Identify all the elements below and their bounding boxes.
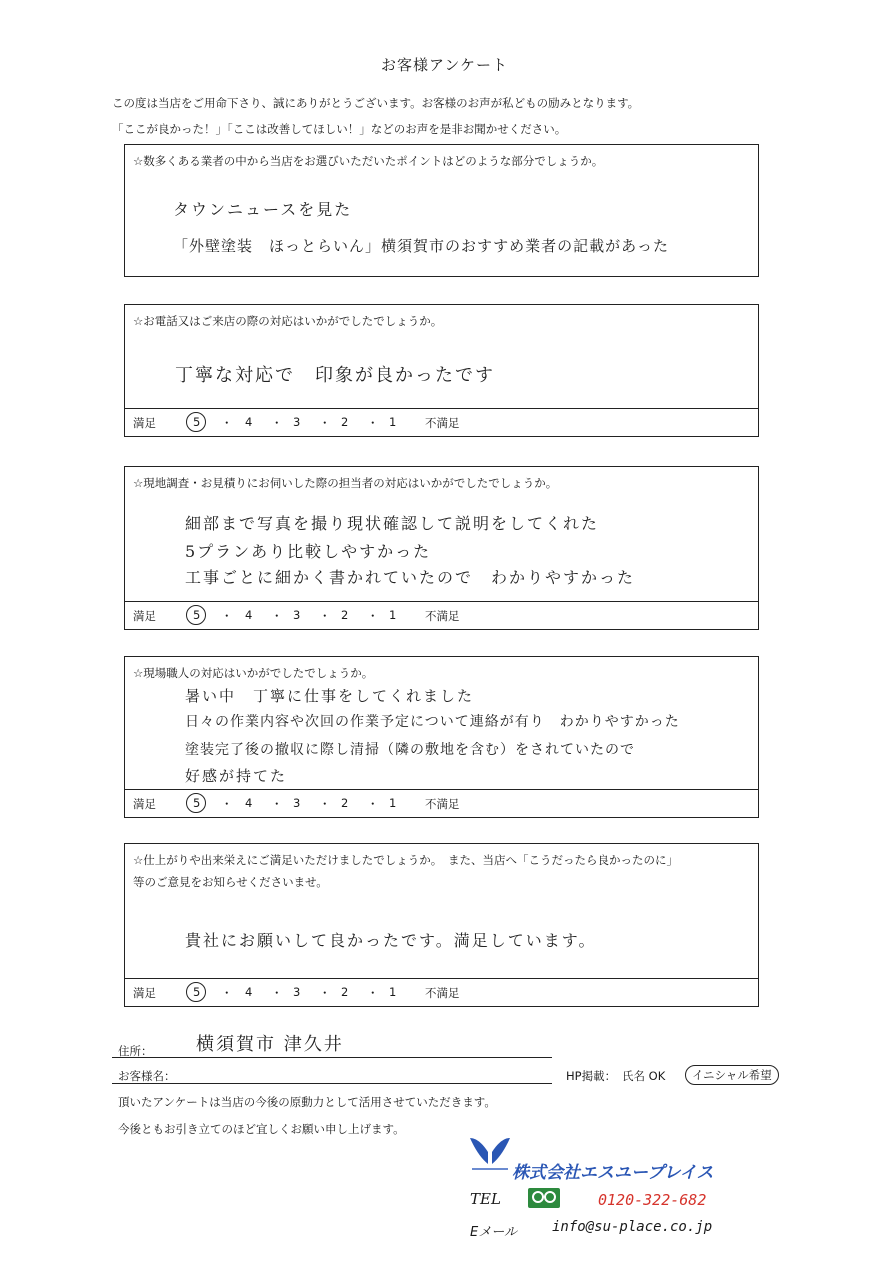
address-label: 住所： [118, 1044, 153, 1058]
name-underline [112, 1083, 552, 1084]
question-text: ☆お電話又はご来店の際の対応はいかがでしたでしょうか。 [133, 314, 443, 328]
rating-dot: ・ [367, 797, 379, 811]
customer-name-label: お客様名： [118, 1069, 176, 1083]
handwritten-answer: 5プランあり比較しやすかった [185, 542, 432, 561]
rating-5: 5 [193, 415, 201, 429]
rating-dot: ・ [221, 797, 233, 811]
question-text: ☆数多くある業者の中から当店をお選びいただいたポイントはどのような部分でしょうか。 [133, 154, 604, 168]
rating-3: 3 [293, 796, 301, 810]
tel-label: TEL [470, 1190, 501, 1208]
hp-option-name-ok: 氏名 OK [622, 1069, 666, 1083]
handwritten-answer: 丁寧な対応で 印象が良かったです [175, 365, 495, 386]
rating-4: 4 [245, 415, 253, 429]
rating-row [125, 789, 758, 817]
rating-5: 5 [193, 985, 201, 999]
company-logo-icon [468, 1134, 512, 1176]
rating-dot: ・ [271, 797, 283, 811]
note-line-2: 今後ともお引き立てのほど宜しくお願い申し上げます。 [118, 1122, 405, 1136]
rating-low-label: 不満足 [425, 416, 460, 430]
handwritten-answer: 塗装完了後の撤収に際し清掃（隣の敷地を含む）をされていたので [185, 742, 635, 758]
page-title: お客様アンケート [380, 56, 509, 74]
rating-3: 3 [293, 415, 301, 429]
rating-1: 1 [389, 985, 397, 999]
intro-line-2: 「ここが良かった！」「ここは改善してほしい！」などのお声を是非お聞かせください。 [112, 122, 567, 136]
rating-dot: ・ [271, 986, 283, 1000]
question-text: ☆現場職人の対応はいかがでしたでしょうか。 [133, 666, 374, 680]
tel-number: 0120-322-682 [598, 1191, 707, 1209]
rating-dot: ・ [271, 416, 283, 430]
rating-2: 2 [341, 608, 349, 622]
handwritten-answer: タウンニュースを見た [173, 200, 353, 219]
rating-row [125, 601, 758, 629]
rating-row [125, 978, 758, 1006]
rating-dot: ・ [319, 609, 331, 623]
rating-dot: ・ [271, 609, 283, 623]
rating-5: 5 [193, 796, 201, 810]
rating-5: 5 [193, 608, 201, 622]
question-box-1 [124, 144, 759, 277]
rating-4: 4 [245, 985, 253, 999]
email-label: Eメール [470, 1225, 517, 1240]
rating-dot: ・ [367, 986, 379, 1000]
handwritten-answer: 暑い中 丁寧に仕事をしてくれました [185, 687, 475, 705]
rating-1: 1 [389, 796, 397, 810]
rating-dot: ・ [319, 416, 331, 430]
handwritten-answer: 工事ごとに細かく書かれていたので わかりやすかった [185, 568, 636, 587]
handwritten-answer: 好感が持てた [185, 767, 288, 785]
rating-1: 1 [389, 608, 397, 622]
rating-low-label: 不満足 [425, 609, 460, 623]
rating-dot: ・ [319, 797, 331, 811]
rating-dot: ・ [221, 986, 233, 1000]
rating-2: 2 [341, 985, 349, 999]
intro-line-1: この度は当店をご用命下さり、誠にありがとうございます。お客様のお声が私どもの励みとなります。 [112, 96, 640, 110]
rating-2: 2 [341, 796, 349, 810]
question-text-2: 等のご意見をお知らせくださいませ。 [133, 875, 328, 889]
rating-4: 4 [245, 608, 253, 622]
question-text: ☆仕上がりや出来栄えにご満足いただけましたでしょうか。 また、当店へ「こうだったら良かったのに」 [133, 853, 679, 867]
email-address: info@su-place.co.jp [552, 1219, 713, 1235]
address-underline [112, 1057, 552, 1058]
rating-3: 3 [293, 985, 301, 999]
company-name: 株式会社エスユープレイス [512, 1163, 714, 1183]
rating-low-label: 不満足 [425, 986, 460, 1000]
rating-dot: ・ [319, 986, 331, 1000]
question-box-5 [124, 843, 759, 1007]
handwritten-answer: 細部まで写真を撮り現状確認して説明をしてくれた [185, 514, 600, 533]
rating-dot: ・ [367, 609, 379, 623]
free-dial-icon [528, 1188, 560, 1208]
question-box-2 [124, 304, 759, 437]
rating-high-label: 満足 [133, 609, 156, 623]
rating-high-label: 満足 [133, 986, 156, 1000]
rating-high-label: 満足 [133, 797, 156, 811]
note-line-1: 頂いたアンケートは当店の今後の原動力として活用させていただきます。 [118, 1095, 496, 1109]
rating-high-label: 満足 [133, 416, 156, 430]
handwritten-answer: 日々の作業内容や次回の作業予定について連絡が有り わかりやすかった [185, 714, 680, 730]
question-box-3 [124, 466, 759, 630]
address-value: 横須賀市 津久井 [196, 1034, 344, 1055]
rating-3: 3 [293, 608, 301, 622]
question-box-4 [124, 656, 759, 818]
rating-low-label: 不満足 [425, 797, 460, 811]
handwritten-answer: 「外壁塗装 ほっとらいん」横須賀市のおすすめ業者の記載があった [173, 237, 670, 255]
hp-option-initial-selected: イニシャル希望 [685, 1065, 779, 1085]
rating-dot: ・ [221, 609, 233, 623]
rating-dot: ・ [221, 416, 233, 430]
question-text: ☆現地調査・お見積りにお伺いした際の担当者の対応はいかがでしたでしょうか。 [133, 476, 558, 490]
rating-row [125, 408, 758, 436]
rating-2: 2 [341, 415, 349, 429]
rating-1: 1 [389, 415, 397, 429]
rating-4: 4 [245, 796, 253, 810]
handwritten-answer: 貴社にお願いして良かったです。満足しています。 [185, 931, 597, 950]
hp-label: HP掲載： [566, 1069, 617, 1083]
rating-dot: ・ [367, 416, 379, 430]
